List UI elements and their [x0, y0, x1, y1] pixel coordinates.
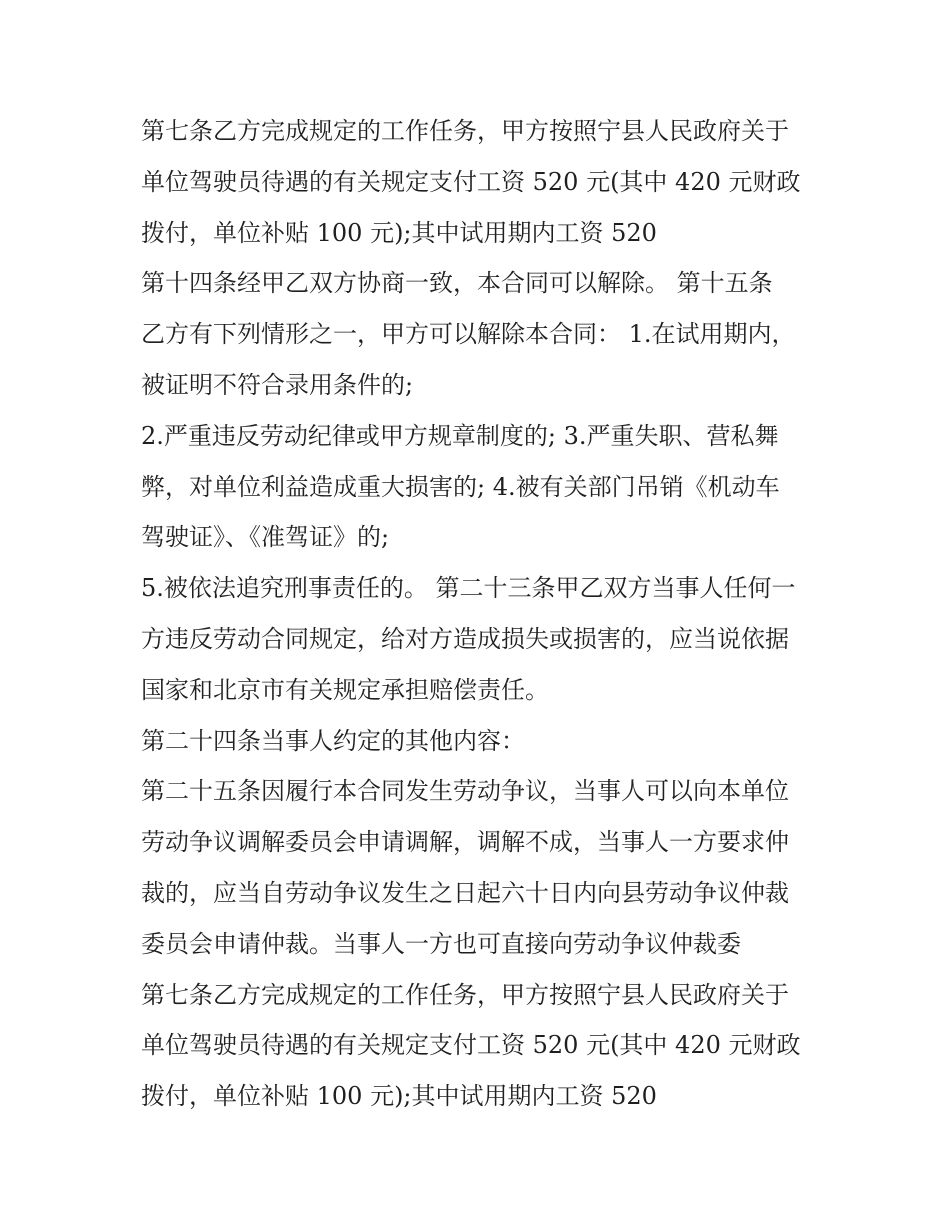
- text-line: 拨付，单位补贴 100 元);其中试用期内工资 520: [141, 1082, 657, 1111]
- text-line: 弊，对单位利益造成重大损害的; 4.被有关部门吊销《机动车: [141, 472, 780, 501]
- text-line: 第十四条经甲乙双方协商一致，本合同可以解除。 第十五条: [141, 269, 773, 298]
- paragraph-article-14-15-termination: [141, 258, 821, 410]
- paragraph-article-7-wages-repeat: [141, 970, 821, 1122]
- text-line: 劳动争议调解委员会申请调解，调解不成，当事人一方要求仲: [141, 828, 789, 857]
- text-line: 方违反劳动合同规定，给对方造成损失或损害的，应当说依据: [141, 624, 789, 653]
- text-line: 2.严重违反劳动纪律或甲方规章制度的; 3.严重失职、营私舞: [141, 421, 779, 450]
- text-line: 单位驾驶员待遇的有关规定支付工资 520 元(其中 420 元财政: [141, 1031, 801, 1060]
- document-body: [141, 106, 821, 1122]
- paragraph-article-24-other: [141, 716, 821, 767]
- paragraph-item-5-article-23-liability: [141, 563, 821, 715]
- text-line: 第七条乙方完成规定的工作任务，甲方按照宁县人民政府关于: [141, 980, 789, 1009]
- text-line: 驾驶证》、《准驾证》的;: [141, 523, 390, 552]
- text-line: 第七条乙方完成规定的工作任务，甲方按照宁县人民政府关于: [141, 117, 789, 145]
- text-line: 单位驾驶员待遇的有关规定支付工资 520 元(其中 420 元财政: [141, 167, 801, 196]
- text-line: 委员会申请仲裁。当事人一方也可直接向劳动争议仲裁委: [141, 929, 741, 958]
- text-line: 被证明不符合录用条件的;: [141, 370, 414, 399]
- text-line: 国家和北京市有关规定承担赔偿责任。: [141, 675, 549, 704]
- text-line: 乙方有下列情形之一，甲方可以解除本合同： 1.在试用期内，: [141, 320, 796, 349]
- paragraph-article-25-disputes: [141, 766, 821, 969]
- text-line: 第二十四条当事人约定的其他内容：: [141, 726, 525, 755]
- text-line: 5.被依法追究刑事责任的。 第二十三条甲乙双方当事人任何一: [141, 574, 796, 603]
- text-line: 拨付，单位补贴 100 元);其中试用期内工资 520: [141, 218, 657, 247]
- paragraph-termination-items-2-4: [141, 411, 821, 563]
- paragraph-article-7-wages: [141, 106, 821, 258]
- text-line: 裁的，应当自劳动争议发生之日起六十日内向县劳动争议仲裁: [141, 878, 789, 907]
- text-line: 第二十五条因履行本合同发生劳动争议，当事人可以向本单位: [141, 777, 789, 806]
